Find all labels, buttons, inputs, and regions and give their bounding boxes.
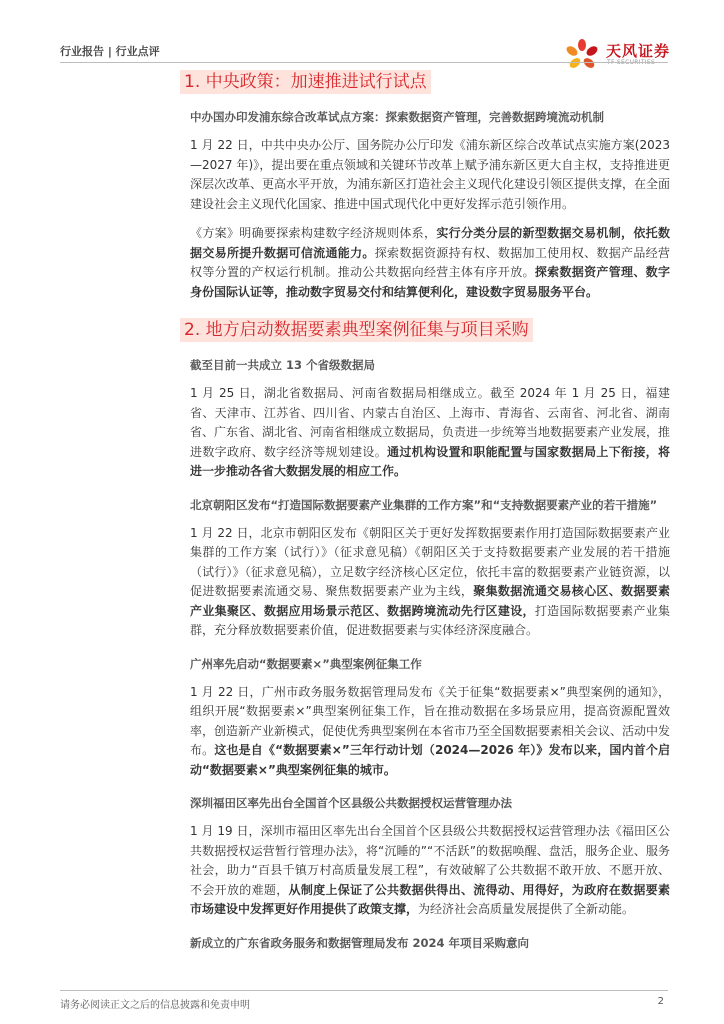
bold-text-run: 从制度上保证了公共数据供得出、流得动、用得好，为政府在数据要素市场建设中发挥更好作用提供了政策支撑， [190, 882, 670, 916]
company-logo [560, 38, 680, 72]
section-2-subheading-5: 新成立的广东省政务服务和数据管理局发布 2024 年项目采购意向 [190, 935, 530, 950]
page-header [60, 38, 680, 70]
text-run: 1 月 22 日，北京市朝阳区发布《朝阳区关于更好发挥数据要素作用打造国际数据要素产业集群的工作方案（试行）》（征求意见稿）《朝阳区关于支持数据要素产业发展的若干措施（试行）》（征求意见稿），立足数字经济核心区定位，依托丰富的数据要素产业链资源，以促进数据要素流通交易、聚焦数据要素产业为主线， [190, 525, 670, 598]
text-run: 1 月 25 日，湖北省数据局、河南省数据局相继成立。截至 2024 年 1 月 25 日，福建省、天津市、江苏省、四川省、内蒙古自治区、上海市、青海省、云南省、河北省、湖南省、广东省、湖北省、河南省相继成立数据局，负责进一步统筹当地数据要素产业发展，推进数字政府、数字经济等规划建设。 [190, 386, 671, 459]
section-1-paragraph-1: 1 月 22 日，中共中央办公厅、国务院办公厅印发《浦东新区综合改革试点实施方案(2023—2027 年)》，提出要在重点领域和关键环节改革上赋予浦东新区更大自主权，支持推进更深层次改革、更高水平开放，为浦东新区打造社会主义现代化建设引领区提供支撑，在全面建设社会主义现代化国家、推进中国式现代化中更好发挥示范引领作用。 [190, 138, 671, 211]
section-2-title: 2. 地方启动数据要素典型案例征集与项目采购 [180, 318, 533, 342]
text-run: 探索数据资源持有权、数据加工使用权、数据产品经营权等分置的产权运行机制。推动公共数据向经营主体有序开放。 [190, 245, 670, 279]
text-run: 打造国际数据要素产业集群，充分释放数据要素价值，促进数据要素与实体经济深度融合。 [190, 603, 670, 637]
disclaimer-text: 请务必阅读正文之后的信息披露和免责申明 [60, 1000, 250, 1011]
text-run: 1 月 22 日，广州市政务服务数据管理局发布《关于征集“数据要素×”典型案例的通知》，组织开展“数据要素×”典型案例征集工作，旨在推动数据在多场景应用，提高资源配置效率，创造新产业新模式，促使优秀典型案例在本省市乃至全国数据要素相关会议、活动中发布。 [190, 684, 671, 757]
report-category: 行业报告 | 行业点评 [60, 45, 160, 58]
header-divider [60, 62, 668, 63]
section-1-subheading-1: 中办国办印发浦东综合改革试点方案：探索数据资产管理，完善数据跨境流动机制 [190, 110, 604, 124]
section-2-paragraph-4 [190, 822, 670, 920]
text-run: 为经济社会高质量发展提供了全新动能。 [418, 902, 635, 916]
bold-text-run: 探索数据资产管理、数字身份国际认证等，推动数字贸易交付和结算便利化，建设数字贸易服务平台。 [190, 265, 670, 299]
bold-text-run: 实行分类分层的新型数据交易机制，依托数据交易所提升数据可信流通能力。 [190, 226, 670, 260]
bold-text-run: 聚集数据流通交易核心区、数据要素产业集聚区、数据应用场景示范区、数据跨境流动先行区建设， [190, 584, 670, 618]
flower-logo-icon [560, 38, 604, 72]
main-content [180, 70, 670, 952]
section-2-paragraph-1 [190, 384, 670, 482]
section-1 [180, 70, 670, 302]
text-run: 1 月 19 日，深圳市福田区率先出台全国首个区县级公共数据授权运营管理办法《福田区公共数据授权运营暂行管理办法》，将“沉睡的”“不活跃”的数据唤醒、盘活，服务企业、服务社会，助力“百县千镇万村高质量发展工程”，有效破解了公共数据不敢开放、不愿开放、不会开放的难题， [190, 824, 670, 897]
section-2-paragraph-3 [190, 683, 670, 781]
page-number: 2 [657, 996, 664, 1007]
bold-text-run: 通过机构设置和职能配置与国家数据局上下衔接，将进一步推动各省大数据发展的相应工作。 [190, 444, 670, 478]
section-2 [180, 318, 670, 952]
section-2-subheading-4: 深圳福田区率先出台全国首个区县级公共数据授权运营管理办法 [190, 796, 512, 810]
footer-divider [60, 990, 668, 991]
section-2-paragraph-2 [190, 524, 670, 641]
section-1-title: 1. 中央政策：加速推进试行试点 [180, 70, 431, 94]
section-2-subheading-2: 北京朝阳区发布“打造国际数据要素产业集群的工作方案”和“支持数据要素产业的若干措施” [190, 497, 658, 512]
section-1-paragraph-2 [190, 224, 670, 302]
section-2-subheading-1: 截至目前一共成立 13 个省级数据局 [190, 358, 376, 372]
text-run: 《方案》明确要探索构建数字经济规则体系， [190, 226, 437, 240]
section-2-subheading-3: 广州率先启动“数据要素×”典型案例征集工作 [190, 656, 422, 671]
bold-text-run: 这也是自《“数据要素×”三年行动计划（2024—2026 年）》发布以来，国内首个启动“数据要素×”典型案例征集的城市。 [190, 743, 670, 777]
logo-name: 天风证券 [606, 42, 671, 60]
